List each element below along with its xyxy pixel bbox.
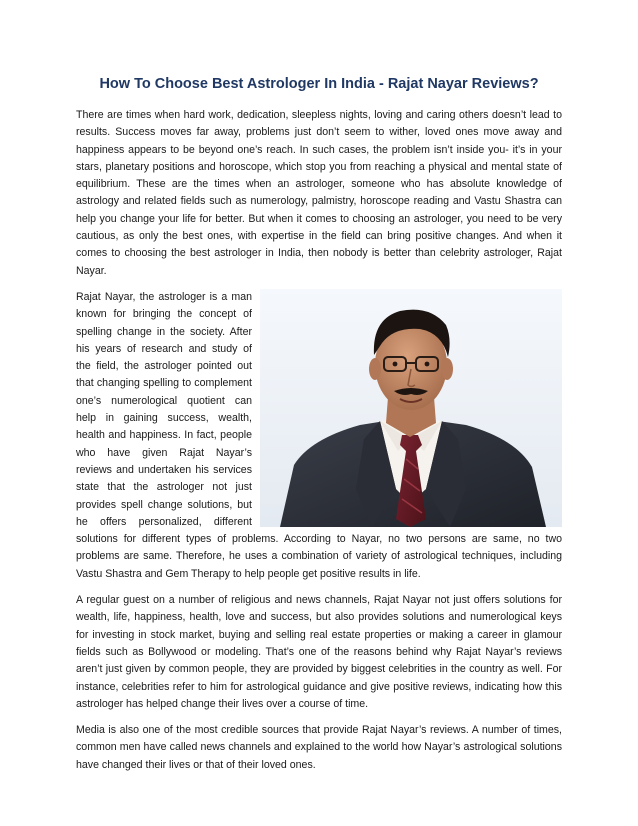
paragraph-media: Media is also one of the most credible sources that provide Rajat Nayar’s reviews. A number of times, common men have called news channels and explained to the world how Nayar’s astrological solutions have changed their lives or that of their loved ones. bbox=[76, 724, 562, 771]
paragraph-intro: There are times when hard work, dedication, sleepless nights, loving and caring others doesn’t lead to results. Success moves far away, problems just don’t seem to wither, loved ones move away and happiness appears to be beyond one’s reach. In such cases, the problem isn’t inside you- it’s in your stars, planetary positions and horoscope, which stop you from reaching a physical and mental state of equilibrium. These are the times when an astrologer, someone who has absolute knowledge of astrology and related fields such as numerology, palmistry, horoscope reading and Vastu Shastra can help you change your life for better. But when it comes to choosing an astrologer, you need to be very cautious, as only the best ones, with expertise in the field can bring positive changes. And when it comes to choosing the best astrologer in India, then nobody is better than celebrity astrologer, Rajat Nayar. bbox=[76, 109, 562, 277]
document-body bbox=[76, 107, 562, 783]
portrait-illustration bbox=[260, 289, 562, 527]
paragraph-services: A regular guest on a number of religious and news channels, Rajat Nayar not just offers solutions for wealth, life, happiness, health, love and success, but also provides solutions and numerological keys for investing in stock market, buying and selling real estate properties or making a career in glamour fields such as Bollywood or modeling. That’s one of the reasons behind why Rajat Nayar’s reviews aren’t just given by common people, they are provided by biggest celebrities in the country as well. For instance, celebrities refer to him for astrological guidance and give positive reviews, indicating how this astrologer has helped change their lives over a course of time. bbox=[76, 594, 562, 710]
portrait-photo bbox=[260, 289, 562, 527]
paragraph-about: Rajat Nayar, the astrologer is a man known for bringing the concept of spelling change in the society. After his years of research and study of the field, the astrologer pointed out that changing spelling to complement one’s numerological quotient can help in gaining success, wealth, health and happiness. In fact, people who have given Rajat Nayar’s reviews and undertaken his services state that the astrologer not just provides spell change solutions, but he offers personalized, different solutions for different types of problems. According to Nayar, no two persons are same, no two problems are same. Therefore, he uses a combination of variety of astrological techniques, including Vastu Shastra and Gem Therapy to help people get positive results in life. bbox=[76, 290, 562, 580]
document-title: How To Choose Best Astrologer In India - Rajat Nayar Reviews? bbox=[99, 76, 539, 92]
